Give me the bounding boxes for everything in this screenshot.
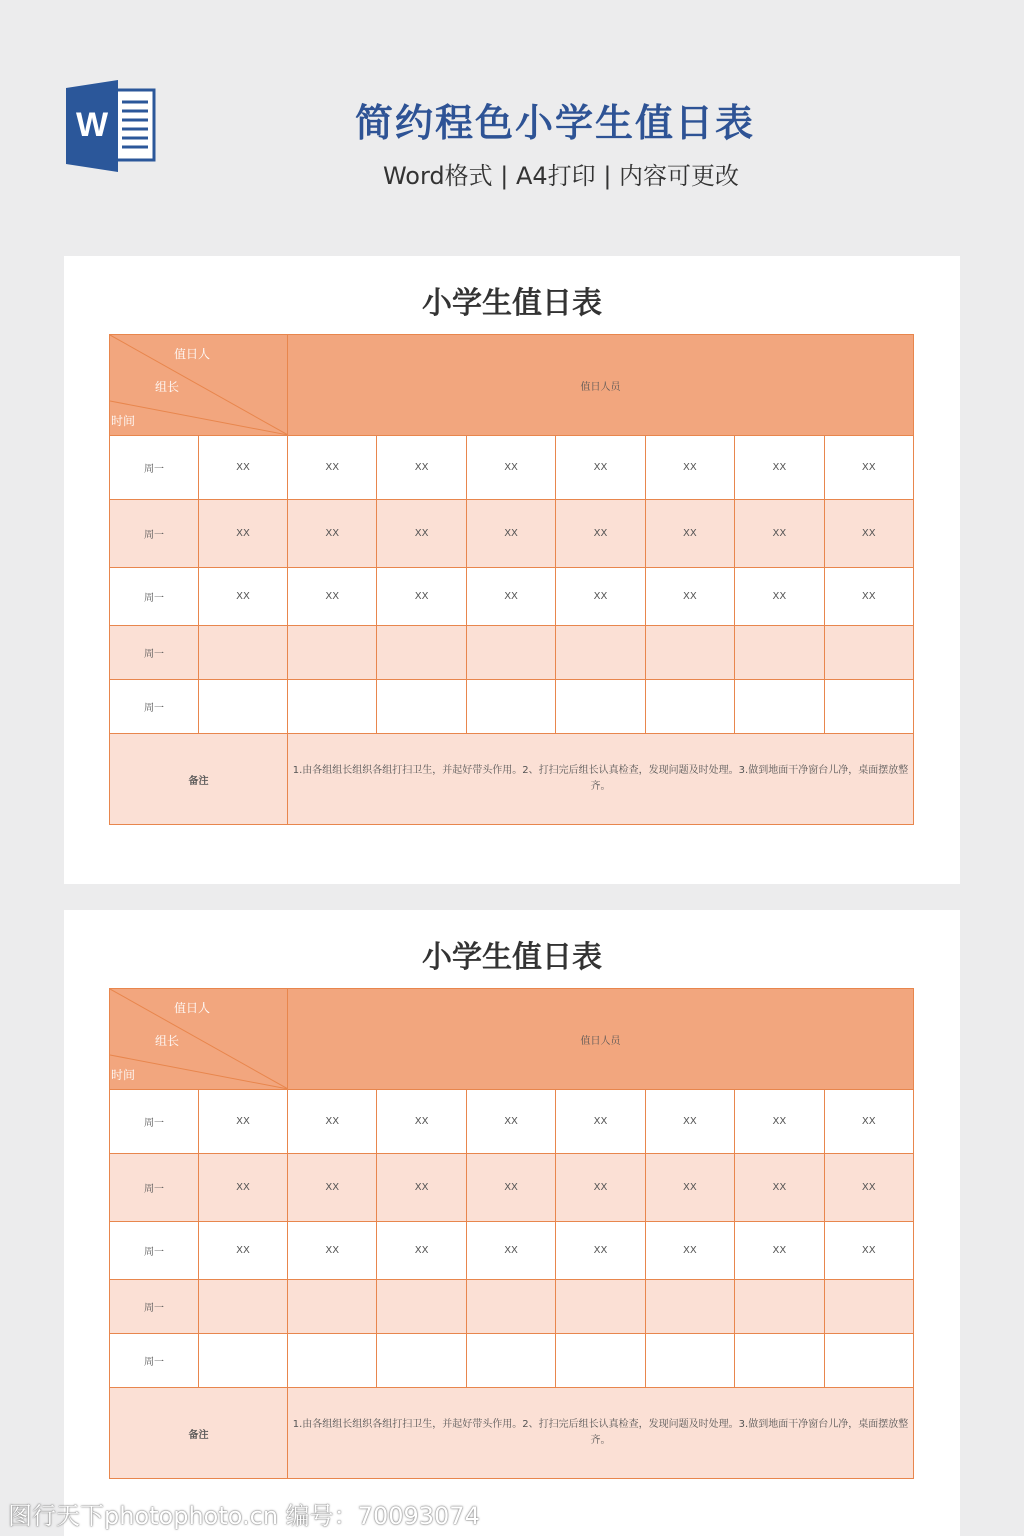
- member-cell[interactable]: [288, 1334, 377, 1388]
- member-cell[interactable]: XX: [645, 1222, 734, 1280]
- member-cell[interactable]: XX: [824, 1090, 913, 1154]
- note-row: [110, 1388, 914, 1479]
- leader-cell[interactable]: XX: [199, 1154, 288, 1222]
- member-cell[interactable]: [735, 626, 824, 680]
- table-row: [110, 500, 914, 568]
- sheet-title: 小学生值日表: [422, 940, 602, 975]
- member-cell[interactable]: [824, 1334, 913, 1388]
- corner-label-duty-person: 值日人: [174, 347, 211, 361]
- member-cell[interactable]: XX: [645, 436, 734, 500]
- note-text[interactable]: 1.由各组组长组织各组打扫卫生，并起好带头作用。2、打扫完后组长认真检查，发现问题及时处理。3.做到地面干净窗台儿净，桌面摆放整齐。: [288, 734, 914, 825]
- member-cell[interactable]: XX: [466, 1090, 555, 1154]
- member-cell[interactable]: [466, 626, 555, 680]
- member-cell[interactable]: [377, 680, 466, 734]
- member-cell[interactable]: [556, 1334, 645, 1388]
- day-cell[interactable]: 周一: [110, 626, 199, 680]
- watermark-text: 图行天下photophoto.cn 编号：70093074: [8, 1502, 480, 1530]
- member-cell[interactable]: XX: [556, 500, 645, 568]
- note-label: 备注: [110, 734, 288, 825]
- member-cell[interactable]: XX: [556, 1090, 645, 1154]
- day-cell[interactable]: 周一: [110, 680, 199, 734]
- leader-cell[interactable]: [199, 626, 288, 680]
- corner-label-duty-person: 值日人: [174, 1001, 211, 1015]
- member-cell[interactable]: XX: [288, 436, 377, 500]
- member-cell[interactable]: XX: [824, 568, 913, 626]
- member-cell[interactable]: [645, 1280, 734, 1334]
- corner-header-cell: [110, 335, 288, 436]
- member-cell[interactable]: XX: [466, 436, 555, 500]
- member-cell[interactable]: [556, 626, 645, 680]
- table-row: [110, 436, 914, 500]
- member-cell[interactable]: XX: [824, 1154, 913, 1222]
- member-cell[interactable]: [288, 1280, 377, 1334]
- corner-label-leader: 组长: [155, 380, 180, 394]
- member-cell[interactable]: XX: [824, 436, 913, 500]
- page-header: [0, 0, 1024, 240]
- table-row: [110, 626, 914, 680]
- day-cell[interactable]: 周一: [110, 1090, 199, 1154]
- leader-cell[interactable]: XX: [199, 568, 288, 626]
- day-cell[interactable]: 周一: [110, 436, 199, 500]
- member-cell[interactable]: XX: [466, 500, 555, 568]
- member-cell[interactable]: XX: [735, 500, 824, 568]
- day-cell[interactable]: 周一: [110, 1222, 199, 1280]
- member-cell[interactable]: [377, 626, 466, 680]
- member-cell[interactable]: XX: [288, 1154, 377, 1222]
- member-cell[interactable]: XX: [377, 500, 466, 568]
- member-cell[interactable]: XX: [735, 1090, 824, 1154]
- member-cell[interactable]: XX: [556, 436, 645, 500]
- member-cell[interactable]: [645, 1334, 734, 1388]
- table-row: [110, 1090, 914, 1154]
- note-row: [110, 734, 914, 825]
- table-header-row: [110, 989, 914, 1090]
- member-cell[interactable]: XX: [377, 436, 466, 500]
- member-cell[interactable]: [556, 1280, 645, 1334]
- note-label: 备注: [110, 1388, 288, 1479]
- member-cell[interactable]: XX: [288, 1222, 377, 1280]
- page-title: 简约程色小学生值日表: [354, 101, 755, 145]
- member-cell[interactable]: XX: [288, 568, 377, 626]
- member-cell[interactable]: XX: [466, 1154, 555, 1222]
- member-cell[interactable]: [735, 1280, 824, 1334]
- day-cell[interactable]: 周一: [110, 1334, 199, 1388]
- duty-table: [109, 988, 914, 1479]
- member-cell[interactable]: [824, 680, 913, 734]
- member-cell[interactable]: [645, 680, 734, 734]
- corner-header-cell: [110, 989, 288, 1090]
- member-cell[interactable]: XX: [824, 500, 913, 568]
- member-cell[interactable]: [466, 680, 555, 734]
- day-cell[interactable]: 周一: [110, 1280, 199, 1334]
- leader-cell[interactable]: [199, 680, 288, 734]
- table-row: [110, 1154, 914, 1222]
- member-cell[interactable]: XX: [377, 568, 466, 626]
- page-subtitle: Word格式 | A4打印 | 内容可更改: [382, 162, 740, 190]
- leader-cell[interactable]: XX: [199, 1090, 288, 1154]
- table-row: [110, 1334, 914, 1388]
- member-cell[interactable]: XX: [645, 568, 734, 626]
- day-cell[interactable]: 周一: [110, 1154, 199, 1222]
- duty-sheet-1: [64, 256, 960, 884]
- member-cell[interactable]: XX: [735, 568, 824, 626]
- member-cell[interactable]: XX: [466, 568, 555, 626]
- member-cell[interactable]: XX: [556, 568, 645, 626]
- member-cell[interactable]: XX: [735, 1154, 824, 1222]
- member-cell[interactable]: [735, 680, 824, 734]
- table-header-row: [110, 335, 914, 436]
- table-row: [110, 568, 914, 626]
- member-cell[interactable]: [288, 626, 377, 680]
- note-text[interactable]: 1.由各组组长组织各组打扫卫生，并起好带头作用。2、打扫完后组长认真检查，发现问题及时处理。3.做到地面干净窗台儿净，桌面摆放整齐。: [288, 1388, 914, 1479]
- members-header-cell: 值日人员: [288, 989, 914, 1090]
- leader-cell[interactable]: [199, 1280, 288, 1334]
- leader-cell[interactable]: XX: [199, 1222, 288, 1280]
- leader-cell[interactable]: XX: [199, 436, 288, 500]
- word-logo-letter: W: [75, 106, 109, 144]
- member-cell[interactable]: [377, 1280, 466, 1334]
- member-cell[interactable]: XX: [735, 1222, 824, 1280]
- leader-cell[interactable]: XX: [199, 500, 288, 568]
- member-cell[interactable]: XX: [735, 436, 824, 500]
- members-header-cell: 值日人员: [288, 335, 914, 436]
- member-cell[interactable]: [466, 1280, 555, 1334]
- member-cell[interactable]: XX: [377, 1154, 466, 1222]
- member-cell[interactable]: [645, 626, 734, 680]
- member-cell[interactable]: [466, 1334, 555, 1388]
- member-cell[interactable]: XX: [645, 1090, 734, 1154]
- day-cell[interactable]: 周一: [110, 500, 199, 568]
- corner-label-leader: 组长: [155, 1034, 180, 1048]
- duty-table: [109, 334, 914, 825]
- duty-sheet-2: [64, 910, 960, 1536]
- table-row: [110, 1280, 914, 1334]
- table-row: [110, 1222, 914, 1280]
- table-row: [110, 680, 914, 734]
- member-cell[interactable]: XX: [377, 1090, 466, 1154]
- corner-label-time: 时间: [111, 1068, 136, 1082]
- leader-cell[interactable]: [199, 1334, 288, 1388]
- member-cell[interactable]: [735, 1334, 824, 1388]
- member-cell[interactable]: XX: [556, 1222, 645, 1280]
- member-cell[interactable]: XX: [466, 1222, 555, 1280]
- member-cell[interactable]: [824, 626, 913, 680]
- day-cell[interactable]: 周一: [110, 568, 199, 626]
- member-cell[interactable]: [824, 1280, 913, 1334]
- member-cell[interactable]: XX: [556, 1154, 645, 1222]
- member-cell[interactable]: [377, 1334, 466, 1388]
- member-cell[interactable]: XX: [645, 500, 734, 568]
- member-cell[interactable]: [556, 680, 645, 734]
- member-cell[interactable]: XX: [645, 1154, 734, 1222]
- sheet-title: 小学生值日表: [422, 286, 602, 321]
- corner-label-time: 时间: [111, 414, 136, 428]
- member-cell[interactable]: XX: [824, 1222, 913, 1280]
- member-cell[interactable]: XX: [288, 1090, 377, 1154]
- member-cell[interactable]: [288, 680, 377, 734]
- member-cell[interactable]: XX: [377, 1222, 466, 1280]
- member-cell[interactable]: XX: [288, 500, 377, 568]
